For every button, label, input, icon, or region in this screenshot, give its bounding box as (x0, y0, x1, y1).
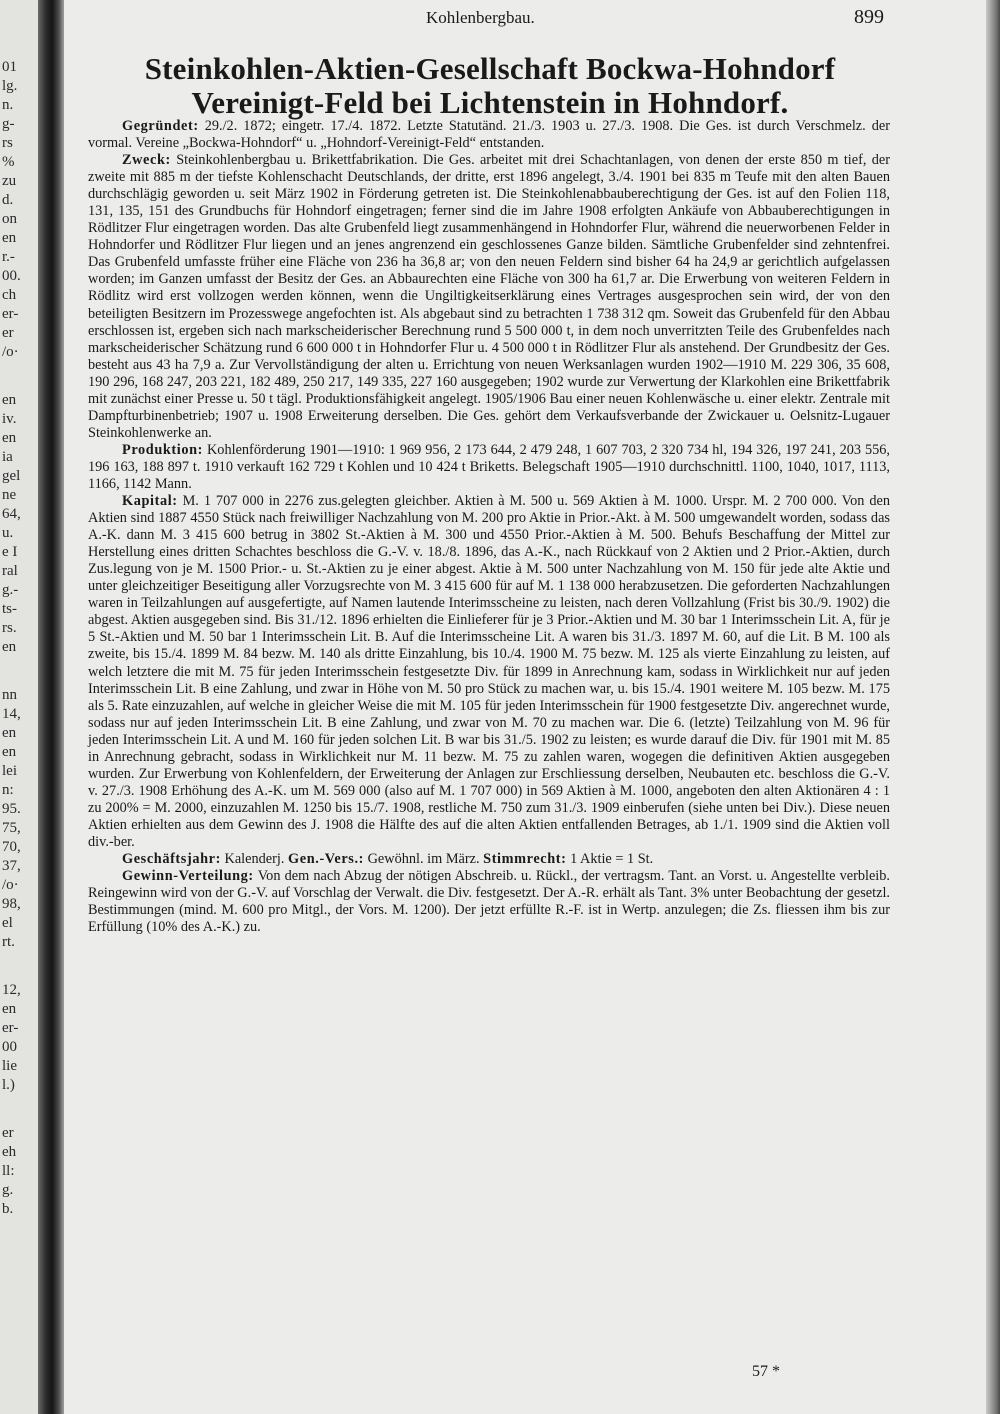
margin-fragment: u. (2, 525, 14, 541)
margin-fragment: lie (2, 1058, 17, 1074)
margin-fragment: el (2, 915, 13, 931)
signature-mark: 57 * (752, 1363, 780, 1380)
margin-fragment: lg. (2, 78, 18, 94)
label-gen-vers: Gen.-Vers.: (288, 851, 365, 868)
margin-fragment: er (2, 1125, 14, 1141)
section-kapital (88, 493, 890, 851)
right-page-edge (986, 0, 1000, 1414)
margin-fragment: nn (2, 687, 17, 703)
label-zweck: Zweck: (122, 152, 171, 169)
margin-fragment: /o· (2, 344, 19, 360)
running-header (76, 8, 896, 30)
margin-fragment: 70, (2, 839, 21, 855)
margin-fragment: en (2, 430, 17, 446)
text-gegruendet: 29./2. 1872; eingetr. 17./4. 1872. Letzte Statutänd. 21./3. 1903 u. 27./3. 1908. Die Ges. ist durch Verschmelz. der vormal. Vereine „Bockwa-Hohndorf“ u. „Hohndorf-Vereinigt-Feld“ entstanden. (88, 118, 890, 152)
margin-fragment: on (2, 211, 17, 227)
text-gewinn-verteilung: Von dem nach Abzug der nötigen Abschreib. u. Rückl., der vertragsm. Tant. an Vorst. u. Angestellte verbleib. Reingewinn wird von der G.-V. auf Vorschlag der Verwalt. die Div. festgesetzt. Der A.-R. erhält als Tant. 3% unter Beobachtung der gesetzl. Bestimmungen (mind. M. 600 pro Mitgl., der Vors. M. 1200). Der jetzt erfüllte R.-F. ist in Wertp. anzulegen; die Zs. fliessen ihm bis zur Erfüllung (10% des A.-K.) zu. (88, 868, 890, 936)
margin-fragment: 64, (2, 506, 21, 522)
margin-fragment: en (2, 230, 17, 246)
title-line-1: Steinkohlen-Aktien-Gesellschaft Bockwa-Hohndorf (144, 51, 836, 86)
margin-fragment: ll: (2, 1163, 15, 1179)
title-line-2: Vereinigt-Feld bei Lichtenstein in Hohndorf. (191, 85, 789, 120)
margin-fragment: er (2, 325, 14, 341)
margin-fragment: g. (2, 1182, 14, 1198)
margin-fragment: % (2, 154, 15, 170)
section-zweck (88, 152, 890, 442)
margin-fragment: lei (2, 763, 17, 779)
margin-fragment: zu (2, 173, 17, 189)
label-produktion: Produktion: (122, 441, 204, 458)
margin-fragment: rs. (2, 620, 17, 636)
margin-fragment: 00. (2, 268, 21, 284)
section-gewinn-verteilung (88, 868, 890, 936)
company-title (76, 52, 904, 120)
margin-fragment: g.- (2, 582, 19, 598)
text-gen-vers: Gewöhnl. im März. (367, 851, 480, 868)
section-geschaeftsjahr (88, 851, 890, 868)
margin-fragment: 01 (2, 59, 17, 75)
label-geschaeftsjahr: Geschäftsjahr: (122, 851, 221, 868)
margin-fragment: eh (2, 1144, 17, 1160)
margin-fragment: 75, (2, 820, 21, 836)
label-kapital: Kapital: (122, 493, 178, 510)
margin-fragment: en (2, 725, 17, 741)
margin-fragment: en (2, 639, 17, 655)
margin-fragment: rt. (2, 934, 15, 950)
document-body (88, 118, 890, 936)
left-page-margin-fragments (0, 0, 38, 1414)
book-gutter (38, 0, 64, 1414)
section-gegruendet (88, 118, 890, 152)
running-title: Kohlenbergbau. (426, 8, 535, 27)
margin-fragment: en (2, 392, 17, 408)
label-stimmrecht: Stimmrecht: (483, 851, 567, 868)
text-zweck: Steinkohlenbergbau u. Brikettfabrikation. Die Ges. arbeitet mit drei Schachtanlagen, von denen der erste 850 m tief, der zweite mit 885 m der tiefste Kohlenschacht Deutschlands, der dritte, erst 1896 angelegt, 3./4. 1901 bei 835 m Teufe mit den alten Bauen durchschlägig geworden u. seit März 1902 in Förderung getreten ist. Die Steinkohlenabbauberechtigung der Ges. ist auf den Folien 118, 131, 135, 151 des Grundbuchs für Hohndorf eingetragen; ferner sind die im Jahre 1908 erfolgten Ankäufe von Abbauberechtigungen in Rödlitzer Flur eingetragen worden. Das alte Grubenfeld liegt zusammenhängend in Hohndorfer Flur, während die neuerworbenen Felder in Hohndorfer und Rödlitzer Flur liegen und an jenes angrenzend ein geschlossenes Ganze bilden. Sämtliche Grubenfelder sind zehntenfrei. Das Grubenfeld umfasste früher eine Fläche von 236 ha 36,8 ar; von den neuen Feldern sind bisher 64 ha 24,9 ar gerichtlich aufgelassen worden; im Ganzen umfasst der Besitz der Ges. an Abbaurechten eine Fläche von 300 ha 61,7 ar. Die Erwerbung von weiteren Feldern in Rödlitz wird erst vollzogen werden können, wenn die Ungiltigkeitserklärung eines Vertrages ausgesprochen sein wird, der von den beteiligten Besitzern im Prozesswege angefochten ist. Als abgebaut sind zu betrachten 1 738 312 qm. Soweit das Grubenfeld für den Abbau erschlossen ist, ergeben sich nach markscheiderischer Berechnung rund 5 500 000 t, in dem noch unverritzten Teile des Grubenfeldes nach markscheiderischer Schätzung rund 6 600 000 t in Hohndorfer Flur u. 4 500 000 t in Rödlitzer Flur als anstehend. Der Grundbesitz der Ges. besteht aus 43 ha 7,9 a. Zur Vervollständigung der alten u. Errichtung von neuen Werksanlagen wurden 1902—1910 M. 229 306, 35 608, 190 296, 168 247, 203 221, 182 489, 250 217, 149 335, 227 160 ausgegeben; 1902 wurde zur Verwertung der Klarkohlen eine Brikettfabrik mit zunächst einer Presse u. 50 t tägl. Produktionsfähigkeit angelegt. 1905/1906 Bau einer neuen Kohlenwäsche u. einer elektr. Zentrale mit Dampfturbinenbetrieb; 1907 u. 1908 Erweiterung derselben. Die Ges. gehört dem Verkaufsverbande der Zwickauer u. Oelsnitz-Lugauer Steinkohlenwerke an. (88, 152, 891, 441)
margin-fragment: 37, (2, 858, 21, 874)
margin-fragment: 00 (2, 1039, 17, 1055)
document-page (76, 0, 976, 1414)
text-kapital: M. 1 707 000 in 2276 zus.gelegten gleichber. Aktien à M. 500 u. 569 Aktien à M. 1000. Urspr. M. 2 700 000. Von den Aktien sind 1887 4550 Stück nach freiwilliger Nachzahlung von M. 200 pro Aktie in Prior.-Akt. à M. 500 umgewandelt worden, sodass das A.-K. dann M. 3 415 600 betrug in 3802 St.-Aktien à M. 300 und 4550 Prior.-Aktien à M. 500. Behufs Beschaffung der Mittel zur Herstellung eines dritten Schachtes beschloss die G.-V. v. 18./8. 1896, das A.-K., nach Rückkauf von 2 Aktien und 2 Prior.-Aktien, durch Zus.legung von je M. 1500 Prior.- u. St.-Aktien zu je einer abgest. Aktie à M. 500 unter Nachzahlung von M. 150 für jede alte Aktie und unter gleichzeitiger Beseitigung aller Vorzugsrechte von M. 3 415 600 für auf M. 1 138 000 herabzusetzen. Die geforderten Nachzahlungen waren in Teilzahlungen auf ausgefertigte, auf Namen lautende Interimsscheine zu leisten, nach deren Vollzahlung (Frist bis 30./9. 1902) die abgest. Aktien ausgegeben sind. Bis 31./12. 1896 erhielten die Einlieferer für je 3 Prior.-Aktien und M. 30 bar 1 Interimsschein Lit. A, für je 5 St.-Aktien und M. 50 bar 1 Interimsschein Lit. B. Auf die Interimsscheine Lit. A waren bis 31./3. 1897 M. 60, auf die Lit. B M. 100 als zweite, bis 15./4. 1899 M. 84 bezw. M. 140 als dritte Einzahlung, bis 10./4. 1900 M. 75 bezw. M. 125 als vierte Einzahlung zu leisten, auf welch letztere die mit M. 75 für jeden Interimsschein festgesetzte Div. für 1899 in Anrechnung kam, sodass in Wirklichkeit nur auf jeden Interimsschein Lit. B eine Zahlung, und zwar in Höhe von M. 50 pro Stück zu machen war, u. bis 15./4. 1901 weitere M. 105 bezw. M. 175 als 5. Rate einzuzahlen, auf welche in gleicher Weise die mit M. 105 für jeden Interimsschein für 1900 festgesetzte Div. angerechnet wurde, sodass nur auf jeden Interimsschein Lit. B eine Zahlung, und zwar von M. 70 zu machen war. Die 6. (letzte) Teilzahlung von M. 96 für jeden Interimsschein Lit. A und M. 160 für jeden solchen Lit. B war bis 31./5. 1902 zu leisten; es wurde darauf die Div. für 1901 mit M. 85 in Anrechnung gebracht, sodass in Wirklichkeit nur M. 11 bezw. M. 75 zu zahlen waren, wogegen die definitiven Aktien ausgegeben wurden. Zur Erwerbung von Kohlenfeldern, der Erweiterung der Anlagen zur Erschliessung derselben, Neubauten etc. beschloss die G.-V. v. 27./3. 1908 Erhöhung des A.-K. um M. 569 000 (also auf M. 1 707 000) in 569 Aktien à M. 1000, angeboten den alten Aktionären 4 : 1 zu 200% = M. 2000, einzuzahlen M. 1250 bis 15./7. 1908, restliche M. 750 zum 31./3. 1909 einberufen (siehe unten bei Div.). Diese neuen Aktien erhielten aus dem Gewinn des J. 1908 die Hälfte des auf die alten Aktien entfallenden Betrages, ab 1./1. 1909 sind die Aktien voll div.-ber. (88, 493, 890, 850)
margin-fragment: e I (2, 544, 18, 560)
margin-fragment: n: (2, 782, 14, 798)
margin-fragment: ia (2, 449, 13, 465)
page-number: 899 (854, 6, 884, 28)
margin-fragment: 95. (2, 801, 21, 817)
label-gegruendet: Gegründet: (122, 118, 199, 134)
margin-fragment: 98, (2, 896, 21, 912)
label-gewinn-verteilung: Gewinn-Verteilung: (122, 868, 254, 885)
text-stimmrecht: 1 Aktie = 1 St. (570, 851, 654, 868)
margin-fragment: rs (2, 135, 13, 151)
margin-fragment: b. (2, 1201, 14, 1217)
margin-fragment: l.) (2, 1077, 15, 1093)
margin-fragment: ral (2, 563, 18, 579)
margin-fragment: 12, (2, 982, 21, 998)
margin-fragment: ne (2, 487, 17, 503)
margin-fragment: 14, (2, 706, 21, 722)
margin-fragment: /o· (2, 877, 19, 893)
margin-fragment: gel (2, 468, 21, 484)
margin-fragment: g- (2, 116, 15, 132)
margin-fragment: n. (2, 97, 14, 113)
margin-fragment: en (2, 1001, 17, 1017)
margin-fragment: en (2, 744, 17, 760)
margin-fragment: ch (2, 287, 17, 303)
margin-fragment: ts- (2, 601, 17, 617)
margin-fragment: d. (2, 192, 14, 208)
margin-fragment: r.- (2, 249, 15, 265)
margin-fragment: er- (2, 306, 19, 322)
text-geschaeftsjahr: Kalenderj. (224, 851, 285, 868)
text-produktion: Kohlenförderung 1901—1910: 1 969 956, 2 173 644, 2 479 248, 1 607 703, 2 320 734 hl, 194 326, 197 241, 203 556, 196 163, 188 897 t. 1910 verkauft 162 729 t Kohlen und 10 424 t Briketts. Belegschaft 1905—1910 durchschnittl. 1100, 1040, 1017, 1113, 1166, 1142 Mann. (88, 441, 890, 492)
margin-fragment: er- (2, 1020, 19, 1036)
section-produktion (88, 442, 890, 493)
margin-fragment: iv. (2, 411, 17, 427)
